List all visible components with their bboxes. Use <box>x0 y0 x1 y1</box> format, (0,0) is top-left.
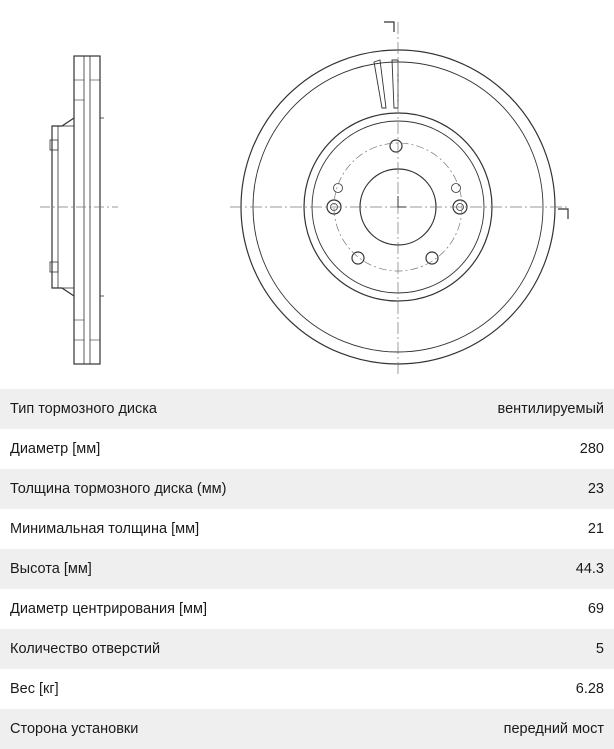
spec-row-thickness <box>0 469 614 509</box>
spec-row-hole-count <box>0 629 614 669</box>
spec-value: 6.28 <box>575 681 604 697</box>
spec-value: передний мост <box>503 721 604 737</box>
rotor-section-outline <box>74 56 100 364</box>
spec-value: 5 <box>595 641 604 657</box>
spec-value: вентилируемый <box>497 401 604 417</box>
spec-label: Диаметр [мм] <box>10 441 101 457</box>
spec-row-install-side <box>0 709 614 749</box>
spec-value: 21 <box>587 521 604 537</box>
spec-row-disc-type <box>0 389 614 429</box>
spec-label: Сторона установки <box>10 721 139 737</box>
side-view <box>50 56 104 364</box>
section-marker-top <box>384 22 394 32</box>
spec-row-min-thickness <box>0 509 614 549</box>
spec-label: Толщина тормозного диска (мм) <box>10 481 227 497</box>
spec-row-diameter <box>0 429 614 469</box>
spec-value: 280 <box>579 441 604 457</box>
center-mark <box>398 196 406 207</box>
spec-row-height <box>0 549 614 589</box>
spec-label: Диаметр центрирования [мм] <box>10 601 208 617</box>
spec-label: Минимальная толщина [мм] <box>10 521 200 537</box>
bolt-hole <box>390 140 402 152</box>
spec-row-centering-diameter <box>0 589 614 629</box>
spec-value: 44.3 <box>575 561 604 577</box>
spec-value: 69 <box>587 601 604 617</box>
spec-table <box>0 389 614 749</box>
section-marker-right <box>558 209 568 219</box>
spec-label: Высота [мм] <box>10 561 92 577</box>
vent-slot <box>392 60 398 108</box>
spec-row-weight <box>0 669 614 709</box>
spec-label: Количество отверстий <box>10 641 161 657</box>
spec-label: Тип тормозного диска <box>10 401 157 417</box>
vent-slot <box>374 60 386 108</box>
bolt-hole <box>352 252 364 264</box>
spec-label: Вес [кг] <box>10 681 59 697</box>
spec-value: 23 <box>587 481 604 497</box>
